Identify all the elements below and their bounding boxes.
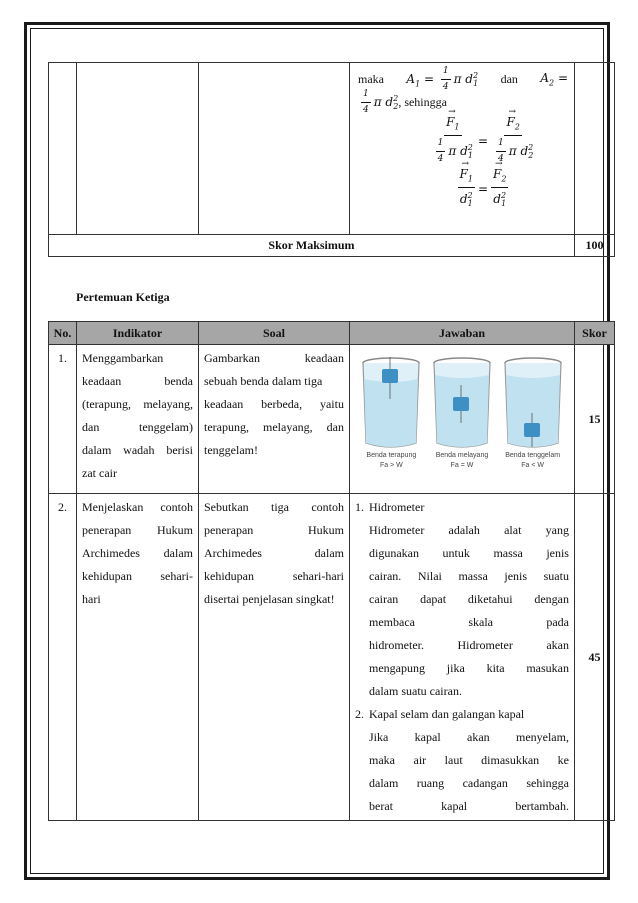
skor-maksimum-row xyxy=(49,235,615,257)
list-number: 2. xyxy=(355,707,364,721)
text-line: penerapan Hukum xyxy=(204,523,344,537)
previous-rubric-table xyxy=(48,62,615,257)
text-line: Hidrometer xyxy=(369,500,425,514)
text-line: keadaan benda xyxy=(82,374,193,388)
soal-text xyxy=(199,345,350,494)
beaker-sinking-illustration xyxy=(500,351,566,451)
header-indikator: Indikator xyxy=(77,322,199,345)
text-line: Kapal selam dan galangan kapal xyxy=(369,707,525,721)
text-line: keadaan berbeda, yaitu xyxy=(204,397,344,411)
text-line: dalam wadah berisi xyxy=(82,443,193,457)
figure-relation: Fa = W xyxy=(450,462,474,469)
text-line: Sebutkan tiga contoh xyxy=(204,500,344,514)
beaker-melayang xyxy=(429,351,495,471)
indikator-cell xyxy=(77,63,199,235)
header-jawaban: Jawaban xyxy=(350,322,575,345)
text-line: sebuah benda dalam tiga xyxy=(204,374,323,388)
text-line: mengapung jika kita masukan xyxy=(369,661,569,675)
text-line: dan tenggelam) xyxy=(82,420,193,434)
text-line: cairan. Nilai massa jenis suatu xyxy=(369,569,569,583)
text-line: Menjelaskan contoh xyxy=(82,500,193,514)
text-line: hari xyxy=(82,592,101,606)
skor-value: 45 xyxy=(575,494,615,821)
table-header-row xyxy=(49,322,615,345)
skor-maksimum-value: 100 xyxy=(575,235,615,257)
list-item xyxy=(355,703,569,818)
text-line: Menggambarkan xyxy=(82,351,164,365)
figure-label: Benda melayang xyxy=(435,452,489,459)
text-line: dalam suatu cairan. xyxy=(369,684,462,698)
beaker-floating-illustration xyxy=(358,351,424,451)
list-item xyxy=(355,496,569,703)
formula-eq-2: $\frac{F \to_1}{d^2_1}$ = $\frac{F \to_2}{d^2_1}$ xyxy=(398,167,568,211)
table-row xyxy=(49,63,615,235)
table-row xyxy=(49,494,615,821)
text-line: (terapung, melayang, xyxy=(82,397,193,411)
text-line: terapung, melayang, dan xyxy=(204,420,344,434)
soal-text xyxy=(199,494,350,821)
beaker-tenggelam xyxy=(500,351,566,471)
text-line: tenggelam! xyxy=(204,443,258,457)
jawaban-figure-cell xyxy=(350,345,575,494)
text-line: Archimedes dalam xyxy=(82,546,193,560)
indikator-text xyxy=(77,494,199,821)
formula-eq-1: $F \to_1$ $\frac{1}{4}$ π $d^2_1$ = $F \to_2$ $\frac{1}{4}$ π $d^2_2$ xyxy=(398,115,568,167)
jawaban-text xyxy=(350,494,575,821)
text-line: Hidrometer adalah alat yang xyxy=(369,523,569,537)
jawaban-cell xyxy=(350,63,575,235)
figure-relation: Fa > W xyxy=(379,462,403,469)
formula-line-2: $\frac{1}{4}$ π $d^2_2$ , sehingga xyxy=(363,88,447,115)
text-line: hidrometer. Hidrometer akan xyxy=(369,638,569,652)
beaker-suspended-illustration xyxy=(429,351,495,451)
text-line: Gambarkan keadaan xyxy=(204,351,344,365)
skor-cell xyxy=(575,63,615,235)
text-line: digunakan untuk massa jenis xyxy=(369,546,569,560)
text-line: berat kapal bertambah. xyxy=(369,799,569,813)
figure-label: Benda tenggelam xyxy=(505,452,561,459)
row-number: 2. xyxy=(49,494,77,821)
text-line: membaca skala pada xyxy=(369,615,569,629)
figure-label: Benda terapung xyxy=(366,452,417,459)
rubric-table xyxy=(48,321,615,821)
text-line: zat cair xyxy=(82,466,117,480)
dan-text: dan xyxy=(500,71,518,86)
beaker-figure xyxy=(350,345,574,471)
section-title: Pertemuan Ketiga xyxy=(76,290,170,304)
text-line: disertai penjelasan singkat! xyxy=(204,592,335,606)
skor-maksimum-label: Skor Maksimum xyxy=(49,235,575,257)
indikator-text xyxy=(77,345,199,494)
row-number: 1. xyxy=(49,345,77,494)
header-soal: Soal xyxy=(199,322,350,345)
text-line: penerapan Hukum xyxy=(82,523,193,537)
sehingga-text: , sehingga xyxy=(398,94,447,109)
text-line: Archimedes dalam xyxy=(204,546,344,560)
text-line: kehidupan sehari- xyxy=(82,569,193,583)
text-line: maka air laut dimasukkan ke xyxy=(369,753,569,767)
text-line: Jika kapal akan menyelam, xyxy=(369,730,569,744)
beaker-terapung xyxy=(358,351,424,471)
skor-value: 15 xyxy=(575,345,615,494)
answer-list xyxy=(355,496,569,818)
text-line: cairan dapat diketahui dengan xyxy=(369,592,569,606)
area-a1-formula: $A_1$ = $\frac{1}{4}$ π $d^2_1$ xyxy=(406,65,479,92)
soal-cell xyxy=(199,63,350,235)
text-line: kehidupan sehari-hari xyxy=(204,569,344,583)
area-a2-formula: $A_2$ = xyxy=(540,70,568,88)
figure-relation: Fa < W xyxy=(521,462,545,469)
text-line: dalam ruang cadangan sehingga xyxy=(369,776,569,790)
header-no: No. xyxy=(49,322,77,345)
no-cell xyxy=(49,63,77,235)
list-number: 1. xyxy=(355,500,364,514)
table-row xyxy=(49,345,615,494)
maka-text: maka xyxy=(358,71,384,86)
header-skor: Skor xyxy=(575,322,615,345)
